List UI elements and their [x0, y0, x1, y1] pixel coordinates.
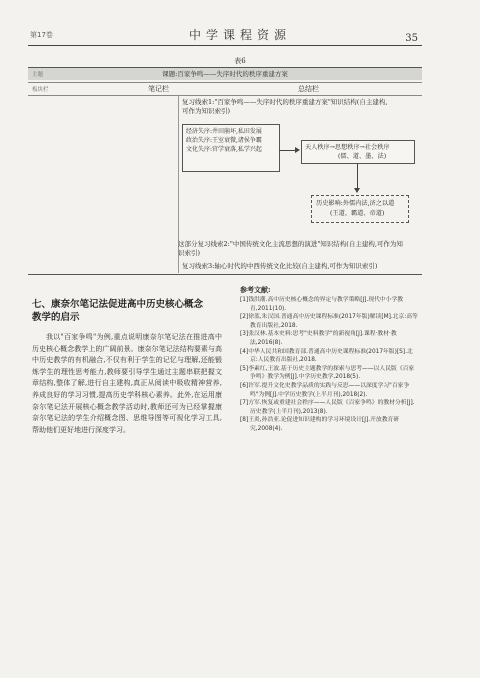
table-caption: 表6	[234, 57, 246, 65]
section-heading-line1: 七、康奈尔笔记法促进高中历史核心概念	[32, 299, 204, 310]
arrow-head-down	[354, 188, 360, 193]
reference-item: [4]中华人民共和国教育部.普通高中历史课程标准(2017年版)[S].北京:人民教育出版社,2018.	[240, 348, 413, 364]
reference-item: [6]许军.提升文化史教学品质的实践与反思——以深度学习"百家争鸣"为例[J].中学历史教学(上半月刊),2018(2).	[240, 382, 410, 398]
review-clue-2: 这部分复习线索2:"中国传统文化主流思想的演进"知识结构(自主建构,可作为知识索引)	[178, 240, 403, 257]
references-list	[240, 296, 418, 434]
page-number: 35	[405, 33, 418, 44]
reference-item: [2]徐蓝,朱汉国.普通高中历史课程标准(2017年版)解读[M].北京:高等教育出版社,2018.	[240, 314, 418, 329]
disorder-box	[182, 124, 280, 172]
arrow-head-right	[295, 147, 300, 153]
review-clue-1: 复习线索1:"百家争鸣——失序时代的秩序重建方案"知识结构(自主建构,可作为知识索引)	[182, 98, 388, 115]
arrow-down-line	[357, 163, 358, 189]
reference-item: [8]王炎,孙浩亚.论促进知识建构的学习环境设计[J].开放教育研究,2008(4).	[240, 417, 400, 432]
review-clue-3: 复习线索3:轴心时代的中西传统文化比较(自主建构,可作为知识索引)	[182, 262, 378, 270]
disorder-economic: 经济失序:井田崩坏,私田发展	[186, 128, 262, 135]
influence-line2: (王道、霸道、帝道)	[330, 210, 385, 217]
section-heading-line2: 教学的启示	[32, 312, 80, 323]
theme-text: 课题:百家争鸣——失序时代的秩序重建方案	[162, 70, 288, 78]
reference-item: [7]方军.恢复或重建社会秩序——人民版《百家争鸣》的教材分析[J].历史教学(上半月刊),2013(8).	[240, 400, 415, 415]
influence-line1: 历史影响:外儒内法,济之以道	[316, 200, 395, 207]
arrow-to-order	[279, 150, 296, 151]
reference-item: [1]钱洪潮.高中历史核心概念的界定与教学策略[J].现代中小学教育,2011(10).	[240, 297, 404, 312]
header-rule	[28, 45, 422, 46]
reference-item: [3]张汉林.基本史料:思考"史料教学"的新视角[J].课程·教材·教法,2016(8).	[240, 331, 397, 346]
issue-label: 第17卷	[30, 31, 53, 39]
table-header-row	[28, 82, 422, 96]
order-chain: 天人秩序→思想秩序→社会秩序	[305, 144, 390, 151]
notes-column	[28, 95, 179, 273]
section-body: 我以"百家争鸣"为例,重点说明康奈尔笔记法在推进高中历史核心概念教学上的广阔前景。康奈尔笔记法结构要素与高中历史教学的有机融合,不仅有利于学生的记忆与理解,还能锻炼学生的理性思考能力,教师要引导学生通过主题串联把握文章结构,整体了解,进行自主建构,真正从阅读中吸收精神营养,养成良好的学习习惯,提高历史学科核心素养。此外,在运用康奈尔笔记法开展核心概念教学活动时,教师还可为已经掌握康奈尔笔记法的学生介绍概念图、思维导图等可视化学习工具,帮助他们更好地进行深度学习。	[32, 333, 222, 434]
disorder-political: 政治失序:王室衰微,诸侯争霸	[186, 137, 262, 144]
disorder-cultural: 文化失序:官学衰落,私学兴起	[186, 146, 262, 153]
order-box	[301, 140, 415, 164]
reference-item: [5]李素红,王波.基于历史主题教学的探索与思考——以人民版《百家争鸣》教学为例[J].中学历史教学,2018(5).	[240, 365, 415, 381]
references-heading: 参考文献:	[240, 285, 271, 294]
theme-label: 主题	[32, 72, 44, 78]
order-schools: (儒、道、墨、法)	[338, 153, 387, 160]
summary-column-header: 总结栏	[298, 85, 319, 93]
influence-box	[311, 195, 409, 223]
section-heading	[32, 298, 203, 324]
table-bottom-rule	[28, 274, 422, 275]
notes-column-header: 笔记栏	[148, 85, 169, 93]
table-theme-row	[28, 68, 422, 80]
journal-title: 中学课程资源	[188, 28, 291, 42]
row2-label: 板块栏	[32, 87, 49, 93]
